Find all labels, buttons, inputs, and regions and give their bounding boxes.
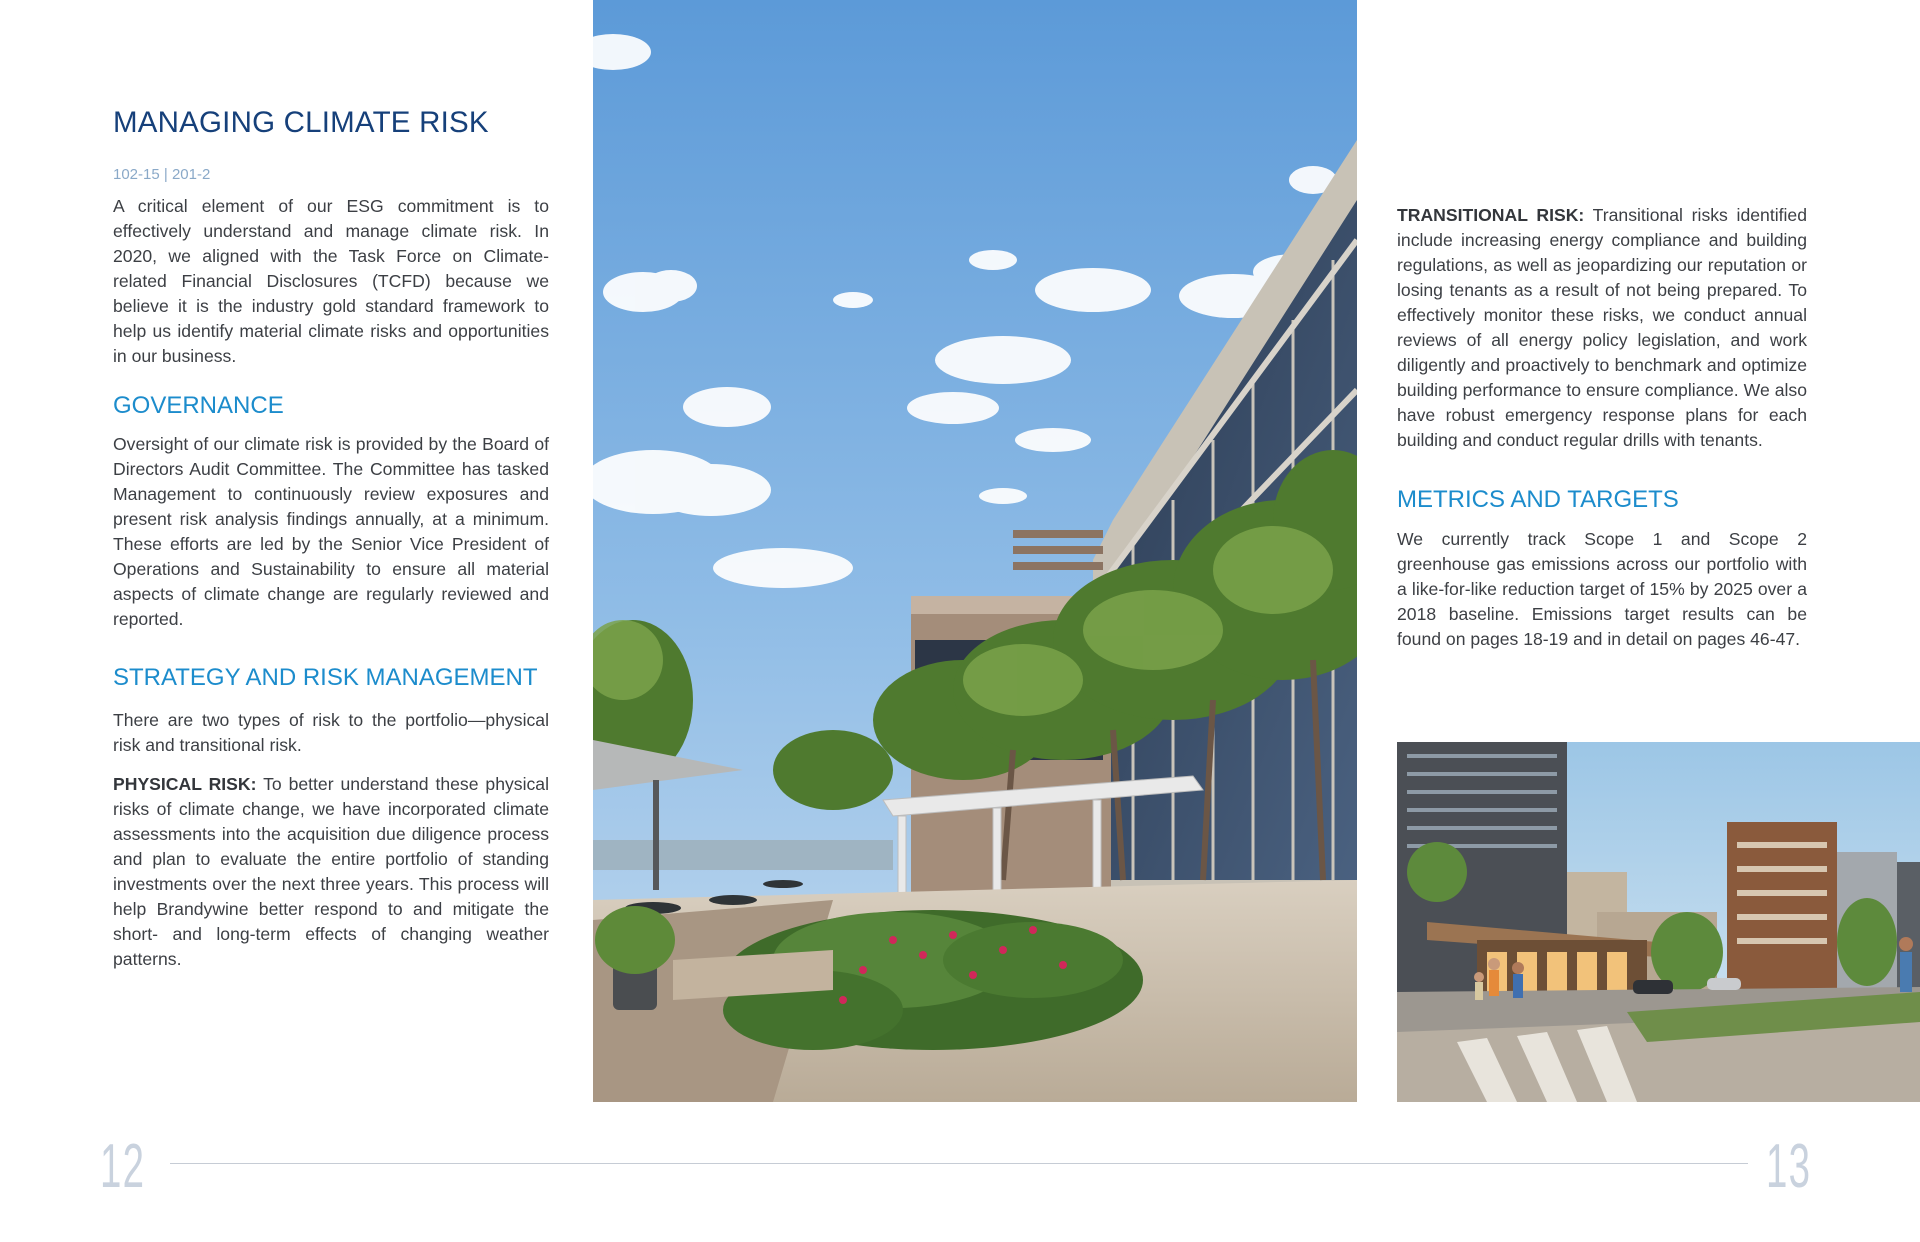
page-title: MANAGING CLIMATE RISK [113,106,489,139]
page-number-left: 12 [100,1132,146,1201]
page-number-right: 13 [1766,1132,1812,1201]
left-column [113,106,549,972]
physical-risk-paragraph [113,772,549,972]
metrics-heading: METRICS AND TARGETS [1397,486,1679,513]
metrics-paragraph: We currently track Scope 1 and Scope 2 greenhouse gas emissions across our portfolio with a like-for-like reduction target of 15% by 2025 over a 2018 baseline. Emissions target results can be found on pages 18-19 and in detail on pages 46-47. [1397,529,1807,649]
transitional-risk-label: TRANSITIONAL RISK: [1397,205,1585,225]
footer-divider [170,1163,1748,1164]
gri-reference: 102-15 | 201-2 [113,166,211,183]
street-rendering-photo [1397,742,1920,1102]
governance-paragraph: Oversight of our climate risk is provided by the Board of Directors Audit Committee. The Committee has tasked Management to continuously review exposures and present risk analysis findings annually, at a minimum. These efforts are led by the Senior Vice President of Operations and Sustainability to ensure all material aspects of climate change are regularly reviewed and reported. [113,434,549,629]
strategy-heading: STRATEGY AND RISK MANAGEMENT [113,664,538,691]
intro-paragraph: A critical element of our ESG commitment is to effectively understand and manage climate risk. In 2020, we aligned with the Task Force on Climate-related Financial Disclosures (TCFD) because we believe it is the industry gold standard framework to help us identify material climate risks and opportunities in our business. [113,196,549,366]
right-column [1397,203,1807,652]
physical-risk-text: To better understand these physical risks of climate change, we have incorporated climate assessments into the acquisition due diligence process and plan to evaluate the entire portfolio of standing investments over the next three years. This process will help Brandywine better respond to and mitigate the short- and long-term effects of changing weather patterns. [113,774,549,969]
governance-heading: GOVERNANCE [113,392,284,419]
strategy-paragraph: There are two types of risk to the portfolio—physical risk and transitional risk. [113,710,549,755]
transitional-risk-text: Transitional risks identified include increasing energy compliance and building regulations, as well as jeopardizing our reputation or losing tenants as a result of not being prepared. To effectively monitor these risks, we conduct annual reviews of all energy policy legislation, and work diligently and proactively to benchmark and optimize building performance to ensure compliance. We also have robust emergency response plans for each building and conduct regular drills with tenants. [1397,205,1807,450]
transitional-risk-paragraph [1397,203,1807,453]
courtyard-building-photo [593,0,1357,1102]
physical-risk-label: PHYSICAL RISK: [113,774,257,794]
